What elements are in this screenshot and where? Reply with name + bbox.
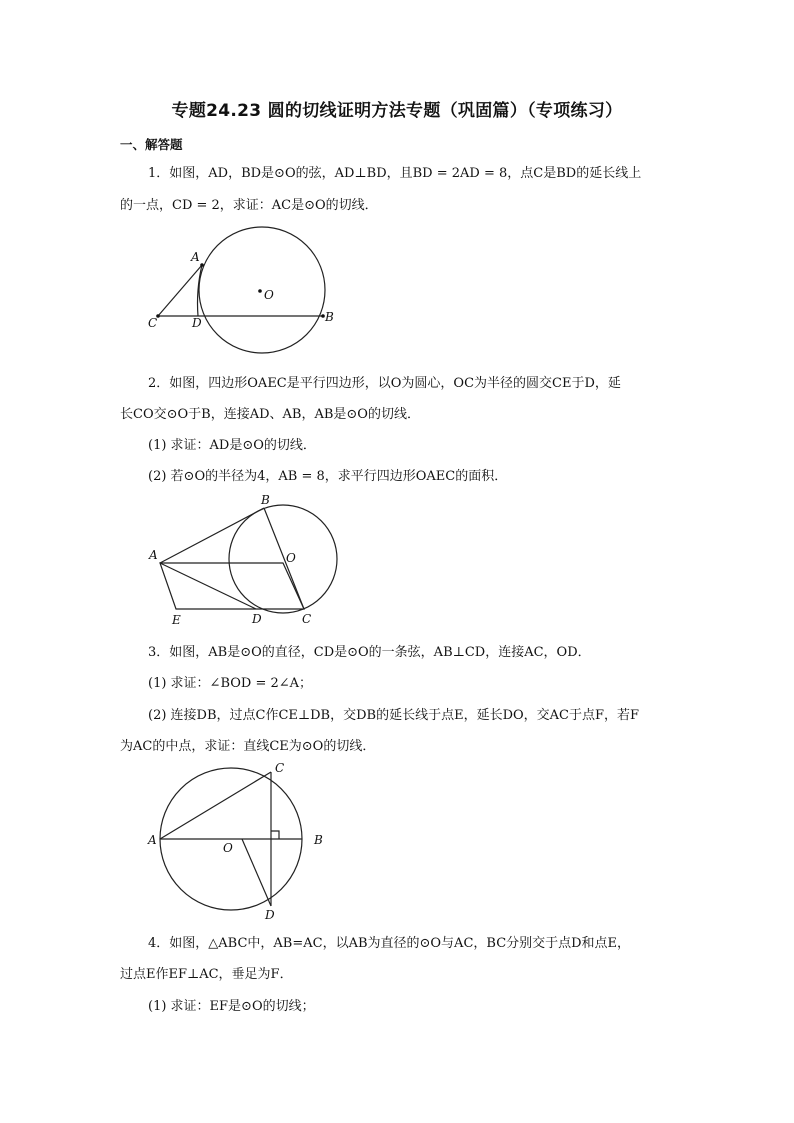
q1-point-a (200, 263, 204, 267)
q3-figure (140, 758, 340, 928)
q2-figure (140, 492, 360, 632)
q1-text-line2: 的一点，CD = 2，求证：AC是⊙O的切线． (120, 198, 378, 213)
q1-figure (140, 220, 340, 360)
q2-circle (229, 505, 337, 613)
q1-label-b: B (325, 310, 334, 324)
q2-line-bc (264, 508, 304, 609)
q3-line-ac (160, 772, 271, 839)
q3-label-b: B (314, 833, 323, 847)
q3-text-line1: 3．如图，AB是⊙O的直径，CD是⊙O的一条弦，AB⊥CD，连接AC，OD． (148, 645, 591, 660)
q2-part1: (1) 求证：AD是⊙O的切线． (148, 438, 316, 453)
page-title: 专题24.23 圆的切线证明方法专题（巩固篇）（专项练习） (171, 101, 623, 121)
q1-label-a: A (191, 250, 200, 264)
q3-part2-line1: (2) 连接DB，过点C作CE⊥DB，交DB的延长线于点E，延长DO，交AC于点F，若F (148, 708, 640, 723)
q3-label-a: A (148, 833, 157, 847)
q4-part1: (1) 求证：EF是⊙O的切线； (148, 999, 315, 1014)
q1-label-c: C (148, 316, 158, 330)
q1-point-o (258, 289, 262, 293)
q2-label-b: B (261, 493, 270, 507)
q4-text-line1: 4．如图，△ABC中，AB=AC，以AB为直径的⊙O与AC，BC分别交于点D和点E， (148, 936, 631, 951)
q1-circle (199, 227, 325, 353)
q2-label-e: E (172, 613, 181, 627)
q3-label-c: C (275, 761, 285, 775)
q2-part2: (2) 若⊙O的半径为4，AB = 8，求平行四边形OAEC的面积． (148, 469, 508, 484)
q3-label-d: D (265, 908, 275, 922)
q2-tangent-ab (160, 508, 264, 563)
q4-text-line2: 过点E作EF⊥AC，垂足为F． (120, 967, 293, 982)
q3-line-od (242, 839, 271, 906)
q1-label-o: O (264, 288, 274, 302)
q2-line-ad (160, 563, 256, 609)
q3-label-o: O (223, 841, 233, 855)
q1-text-line1: 1．如图，AD，BD是⊙O的弦，AD⊥BD，且BD = 2AD = 8，点C是BD的延长线上 (148, 166, 642, 181)
q1-segment-ca (158, 265, 202, 316)
q2-text-line1: 2．如图，四边形OAEC是平行四边形，以O为圆心，OC为半径的圆交CE于D，延 (148, 376, 621, 391)
q2-label-a: A (149, 548, 158, 562)
q2-parallelogram-oaec (160, 563, 304, 609)
q3-right-angle-mark (271, 831, 279, 839)
q1-label-d: D (192, 316, 202, 330)
q2-label-c: C (302, 612, 312, 626)
q2-label-o: O (286, 551, 296, 565)
q2-text-line2: 长CO交⊙O于B，连接AD、AB，AB是⊙O的切线． (120, 407, 420, 422)
q3-part1: (1) 求证：∠BOD = 2∠A； (148, 676, 313, 691)
q2-label-d: D (252, 612, 262, 626)
q3-part2-line2: 为AC的中点，求证：直线CE为⊙O的切线． (120, 739, 376, 754)
section-heading: 一、解答题 (120, 137, 183, 152)
